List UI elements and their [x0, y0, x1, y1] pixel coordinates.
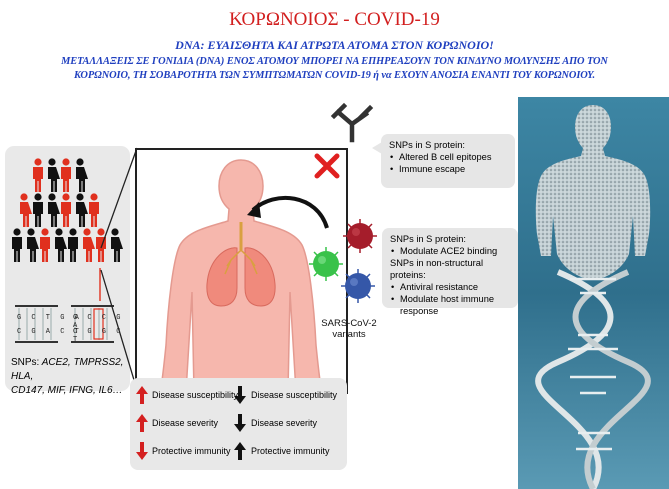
snps-genes-line2: CD147, MIF, IFNG, IL6…: [11, 385, 123, 396]
callout-antibody: [381, 134, 515, 188]
person-black-icon: [76, 158, 88, 192]
arrow-up-black-icon: [234, 442, 246, 460]
arrow-up-red-icon: [136, 386, 148, 404]
arrow-up-red-icon: [136, 414, 148, 432]
callout-virus-item: • Antiviral resistance: [400, 281, 510, 293]
person-red-icon: [33, 158, 43, 192]
dna-seq-1-bottom: C G A C T: [17, 328, 82, 336]
person-red-icon: [20, 193, 32, 227]
virus-cluster: [308, 214, 382, 314]
dna-seq-2-top: G C C G A: [73, 314, 124, 330]
callout-antibody-item: • Immune escape: [399, 163, 507, 175]
legend-red-item-1: Disease susceptibility: [152, 390, 239, 400]
dna-human-illustration: [518, 97, 669, 489]
callout-virus-item: • Modulate ACE2 binding: [400, 245, 510, 257]
cross-block-icon: [312, 150, 342, 182]
dna-human-image: [518, 97, 669, 489]
legend-black-item-1: Disease susceptibility: [251, 390, 338, 400]
person-red-icon: [61, 158, 71, 192]
person-black-icon: [48, 193, 60, 227]
callout-antibody-item: • Altered B cell epitopes: [399, 151, 507, 163]
description-line-1: ΜΕΤΑΛΛΑΞΕΙΣ ΣΕ ΓΟΝΙΔΙΑ (DNA) ΕΝΟΣ ΑΤΟΜΟΥ ΜΠΟΡΕΙ ΝΑ ΕΠΗΡΕΑΣΟΥΝ ΤΟΝ ΚΙΝΔΥΝΟ ΜΟΛΥΝΣΗΣ ΑΠΟ ΤΟΝ: [61, 56, 608, 67]
person-black-icon: [33, 193, 43, 227]
snps-label: SNPs:: [11, 357, 40, 368]
person-black-icon: [12, 228, 22, 262]
callout-virus-heading2: SNPs in non-structural proteins:: [390, 258, 484, 280]
person-black-icon: [27, 228, 39, 262]
callout-virus-heading: SNPs in S protein:: [390, 234, 466, 244]
legend-black-item-3: Protective immunity: [251, 446, 330, 456]
callout-virus: [382, 228, 518, 316]
arrow-down-red-icon: [136, 442, 148, 460]
callout-antibody-pointer: [370, 140, 384, 156]
person-black-icon: [76, 193, 88, 227]
person-black-icon: [48, 158, 60, 192]
legend-red-item-3: Protective immunity: [152, 446, 231, 456]
virus-label-line1: SARS-CoV-2: [321, 318, 377, 329]
person-red-icon: [61, 193, 71, 227]
page-subtitle: DNA: ΕΥΑΙΣΘΗΤΑ ΚΑΙ ΑΤΡΩΤΑ ΑΤΟΜΑ ΣΤΟΝ ΚΟΡΩΝΟΙΟ!: [175, 38, 494, 52]
callout-antibody-heading: SNPs in S protein:: [389, 140, 465, 150]
person-black-icon: [55, 228, 67, 262]
snps-genes-line1: ACE2, TMPRSS2, HLA,: [11, 357, 124, 382]
effect-legend: [130, 378, 347, 470]
page-title: ΚΟΡΩΝΟΙΟΣ - COVID-19: [229, 9, 440, 30]
antibody-icon: [330, 100, 380, 145]
arrow-down-black-icon: [234, 414, 246, 432]
virus-red-icon: [343, 219, 377, 253]
virus-green-icon: [309, 247, 343, 281]
virus-variants-label: [318, 318, 380, 340]
dna-seq-2-bottom: C G G C T: [73, 328, 124, 344]
legend-red-item-2: Disease severity: [152, 418, 219, 428]
person-black-icon: [68, 228, 78, 262]
person-red-icon: [83, 228, 95, 262]
callout-virus-item: • Modulate host immune response: [400, 293, 510, 317]
dna-seq-1-top: G C T G A: [17, 314, 82, 322]
virus-label-line2: variants: [332, 329, 366, 340]
description-line-2: ΚΟΡΩΝΟΙΟ, ΤΗ ΣΟΒΑΡΟΤΗΤΑ ΤΩΝ ΣΥΜΠΤΩΜΑΤΩΝ COVID-19 ή να ΕΧΟΥΝ ΑΝΟΣΙΑ ΕΝΑΝΤΙ ΤΟΥ ΚΟΡΩΝΟΙΟΥ.: [74, 70, 595, 81]
legend-black-item-2: Disease severity: [251, 418, 318, 428]
dna-strand-left: [15, 306, 58, 342]
person-red-icon: [40, 228, 50, 262]
virus-blue-icon: [341, 269, 375, 303]
